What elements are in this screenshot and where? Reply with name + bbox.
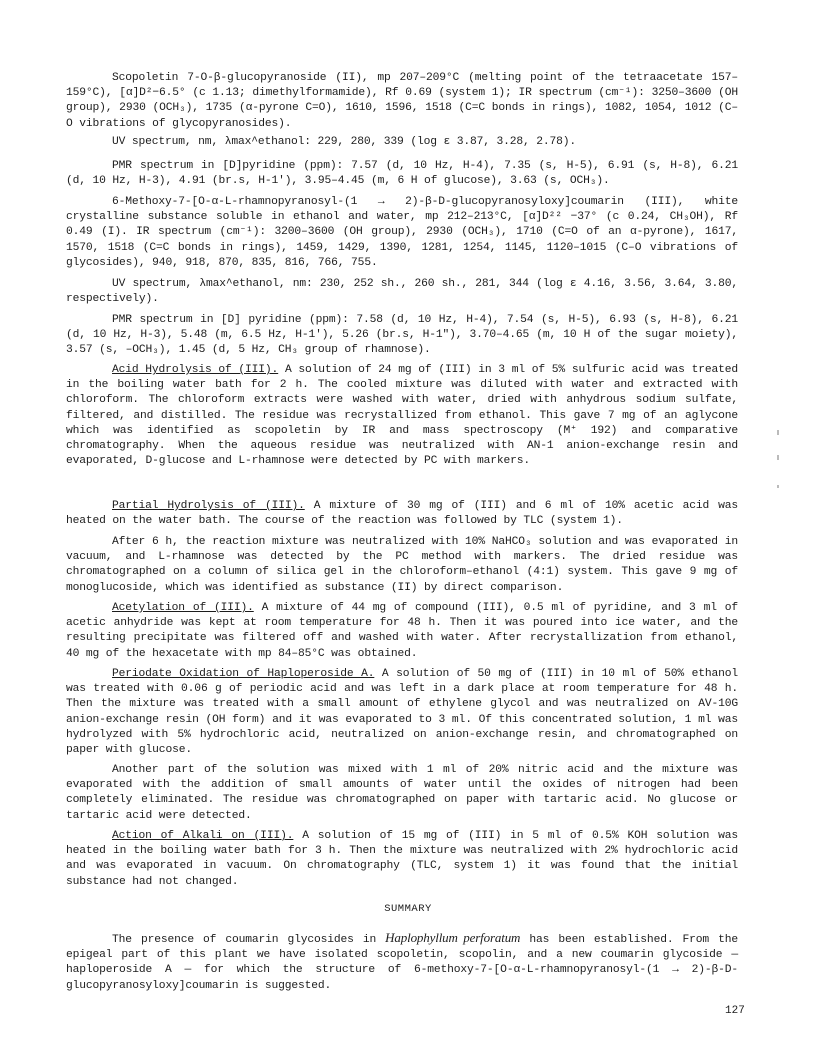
section-heading: Action of Alkali on (III). — [112, 830, 294, 842]
scan-speck — [777, 485, 779, 488]
section-heading: Partial Hydrolysis of (III). — [112, 500, 305, 512]
paragraph-text: UV spectrum, nm, λmax^ethanol: 229, 280, 339 (log ε 3.87, 3.28, 2.78). — [112, 136, 577, 148]
paragraph-text: Another part of the solution was mixed with 1 ml of 20% nitric acid and the mixture was evaporated with the addition of small amounts of water until the oxides of nitrogen had been completely eliminated. The residue was chromatographed on paper with tartaric acid. No glucose or tartaric acid were detected. — [66, 764, 738, 822]
paragraph-after-6h — [66, 535, 738, 596]
section-heading: Acid Hydrolysis of (III). — [112, 364, 279, 376]
paragraph-acetylation — [66, 601, 738, 662]
paragraph-text: A mixture of 44 mg of compound (III), 0.5 ml of pyridine, and 3 ml of acetic anhydride was kept at room temperature for 48 h. Then it was poured into ice water, and the resulting precipitate was filtered off and washed with water. After recrystallization from ethanol, 40 mg of the hexacetate with mp 84–85°C was obtained. — [66, 602, 738, 660]
section-heading: Acetylation of (III). — [112, 602, 254, 614]
paragraph-text: A solution of 15 mg of (III) in 5 ml of 0.5% KOH solution was heated in the boiling water bath for 3 h. Then the mixture was neutralized with 2% hydrochloric acid and was evaporated in vacuum. On chromatography (TLC, system 1) it was found that the initial substance had not changed. — [66, 830, 738, 888]
paragraph-nitric-acid — [66, 763, 738, 824]
paragraph-text: PMR spectrum in [D]pyridine (ppm): 7.57 (d, 10 Hz, H-4), 7.35 (s, H-5), 6.91 (s, H-8), 6.21 (d, 10 Hz, H-3), 4.91 (br.s, H-1'), 3.95–4.45 (m, 6 H of glucose), 3.63 (s, OCH₃). — [66, 160, 738, 188]
paragraph-uv-ii — [66, 135, 738, 150]
paragraph-text: UV spectrum, λmax^ethanol, nm: 230, 252 sh., 260 sh., 281, 344 (log ε 4.16, 3.56, 3.64, 3.80, respectively). — [66, 278, 738, 306]
paragraph-partial-hydrolysis — [66, 499, 738, 529]
paragraph-text: PMR spectrum in [D] pyridine (ppm): 7.58 (d, 10 Hz, H-4), 7.54 (s, H-5), 6.93 (s, H-8), 6.21 (d, 10 Hz, H-3), 5.48 (m, 6.5 Hz, H-1'), 5.26 (br.s, H-1"), 3.70–4.65 (m, 10 H of the sugar moiety), 3.57 (s, –OCH₃), 1.45 (d, 5 Hz, CH₃ group of rhamnose). — [66, 314, 738, 357]
paragraph-pmr-ii — [66, 159, 738, 189]
paragraph-text: A solution of 50 mg of (III) in 10 ml of 50% ethanol was treated with 0.06 g of periodic acid and was left in a dark place at room temperature for 48 h. Then the mixture was treated with a small amount of ethylene glycol and was neutralized on AV-10G anion-exchange resin (OH form) and it was evaporated to 3 ml. Of this concentrated solution, 1 ml was hydrolyzed with 5% hydrochloric acid, neutralized on anion-exchange resin, and chromatographed on paper with glucose. — [66, 668, 738, 757]
paragraph-compound-iii — [66, 195, 738, 271]
page-number: 127 — [725, 1005, 745, 1017]
summary-heading: SUMMARY — [384, 903, 432, 915]
paragraph-compound-ii — [66, 71, 738, 132]
scan-speck — [777, 455, 779, 460]
paragraph-text: After 6 h, the reaction mixture was neutralized with 10% NaHCO₃ solution and was evaporated in vacuum, and L-rhamnose was detected by the PC method with markers. The dried residue was chromatographed on a column of silica gel in the chloroform–ethanol (4:1) system. This gave 9 mg of monoglucoside, which was identified as substance (II) by direct comparison. — [66, 536, 738, 594]
paragraph-text: A mixture of 30 mg of (III) and 6 ml of 10% acetic acid was heated on the water bath. The course of the reaction was followed by TLC (system 1). — [66, 500, 738, 528]
paragraph-periodate-oxidation — [66, 667, 738, 758]
scan-speck — [777, 430, 779, 435]
paragraph-text: The presence of coumarin glycosides in — [112, 934, 386, 946]
paragraph-alkali — [66, 829, 738, 890]
paragraph-text: 6-Methoxy-7-[O-α-L-rhamnopyranosyl-(1 → 2)-β-D-glucopyranosyloxy]coumarin (III), white crystalline substance soluble in ethanol and water, mp 212–213°C, [α]D²² −37° (c 0.24, CH₃OH), Rf 0.49 (I). IR spectrum (cm⁻¹): 3200–3600 (OH group), 2930 (OCH₃), 1710 (C=O of an α-pyrone), 1617, 1570, 1518 (C=C bonds in rings), 1459, 1429, 1390, 1281, 1254, 1145, 1120–1015 (C–O vibrations of glycosides), 940, 918, 870, 835, 816, 766, 755. — [66, 196, 738, 269]
paragraph-text: Scopoletin 7-O-β-glucopyranoside (II), mp 207–209°C (melting point of the tetraacetate 157–159°C), [α]D²−6.5° (c 1.13; dimethylformamide), Rf 0.69 (system 1); IR spectrum (cm⁻¹): 3250–3600 (OH group), 2930 (OCH₃), 1735 (α-pyrone C=O), 1610, 1596, 1518 (C=C bonds in rings), 1082, 1054, 1012 (C–O vibrations of glycopyranosides). — [66, 72, 738, 130]
paragraph-summary — [66, 930, 738, 994]
section-heading: Periodate Oxidation of Haploperoside A. — [112, 668, 375, 680]
paragraph-pmr-iii — [66, 313, 738, 359]
paragraph-acid-hydrolysis — [66, 363, 738, 469]
paragraph-uv-iii — [66, 277, 738, 307]
paragraph-text: A solution of 24 mg of (III) in 3 ml of 5% sulfuric acid was treated in the boiling water bath for 2 h. The cooled mixture was diluted with water and extracted with chloroform. The chloroform extracts were washed with water, dried with anhydrous sodium sulfate, filtered, and distilled. The residue was recrystallized from ethanol. This gave 7 mg of an aglycone which was identified as scopoletin by IR and mass spectroscopy (M⁺ 192) and comparative chromatography. When the aqueous residue was neutralized with AN-1 anion-exchange resin and evaporated, D-glucose and L-rhamnose were detected by PC with markers. — [66, 364, 738, 468]
paragraph-text: has been established. From the epigeal part of this plant we have isolated scopoletin, scopolin, and a new coumarin glycoside — haploperoside A — for which the structure of 6-methoxy-7-[O-α-L-rhamnopyranosyl-(1 → 2)-β-D-glucopyranosyloxy]coumarin is suggested. — [66, 934, 738, 992]
species-name: Haplophyllum perforatum — [385, 930, 521, 945]
